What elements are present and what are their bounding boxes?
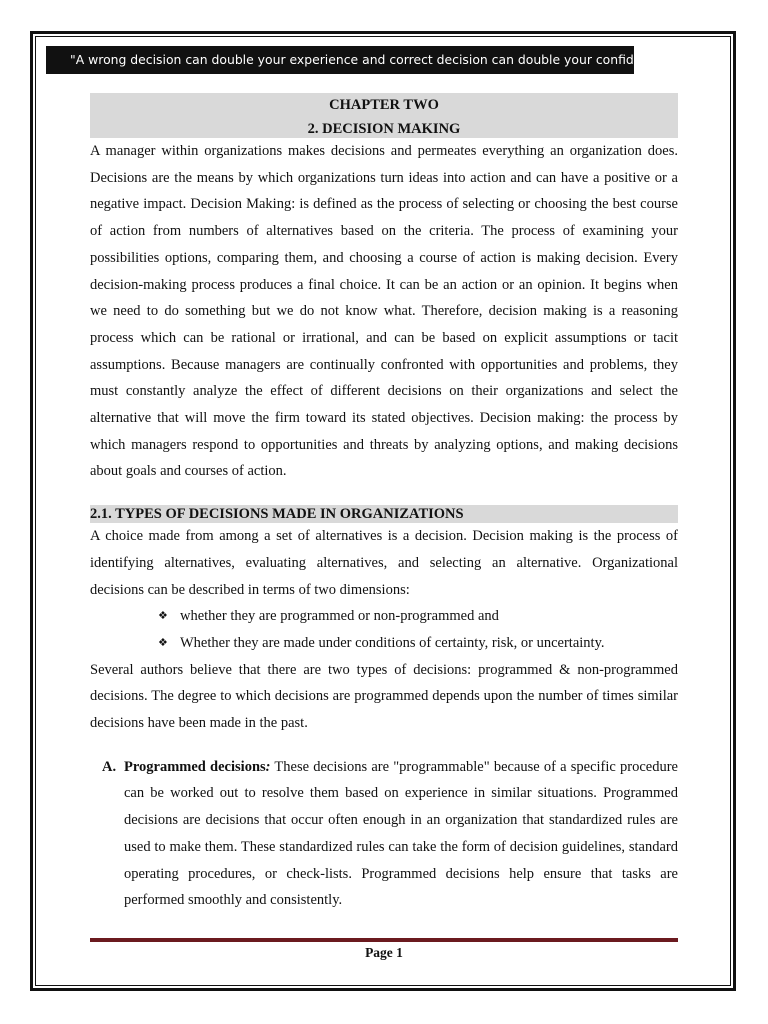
bullet-text: whether they are programmed or non-programmed and xyxy=(180,608,499,625)
programmed-decisions-text xyxy=(124,754,678,914)
dimensions-bullet-list xyxy=(90,603,678,656)
diamond-bullet-icon: ❖ xyxy=(158,636,168,649)
intro-paragraph: A manager within organizations makes decisions and permeates everything an organization does. Decisions are the means by which organizations turn ideas into action and can have a positive or a negative impact. Decision Making: is defined as the process of selecting or choosing the best course of action from numbers of alternatives based on the criteria. The process of examining your possibilities options, comparing them, and choosing a course of action is making decision. Every decision-making process produces a final choice. It can be an action or an opinion. It begins when we need to do something but we do not know what. Therefore, decision making is a reasoning process which can be rational or irrational, and can be based on explicit assumptions or tacit assumptions. Because managers are continually confronted with opportunities and problems, they must constantly analyze the effect of different decisions on their organizations and select the alternative that will move the firm toward its stated objectives. Decision making: the process by which managers respond to opportunities and threats by analyzing options, and making decisions about goals and courses of action. xyxy=(90,143,678,480)
chapter-title: 2. DECISION MAKING xyxy=(307,121,461,137)
item-body: These decisions are "programmable" because of a specific procedure can be worked out to resolve them based on experience in similar situations. Programmed decisions are decisions that occur often enough in an organization that standardized rules are used to make them. These standardized rules can take the form of decision guidelines, standard operating procedures, or check-lists. Programmed decisions help ensure that tasks are performed smoothly and consistently. xyxy=(124,758,678,909)
document-body xyxy=(90,93,678,914)
list-item xyxy=(158,630,678,657)
bullet-text: Whether they are made under conditions of certainty, risk, or uncertainty. xyxy=(180,634,605,651)
list-item xyxy=(158,603,678,630)
item-marker: A. xyxy=(102,758,117,775)
footer-rule xyxy=(90,938,678,942)
chapter-heading-box xyxy=(90,93,678,138)
page-number: Page 1 xyxy=(365,945,403,960)
section-heading-types-of-decisions: 2.1. TYPES OF DECISIONS MADE IN ORGANIZATIONS xyxy=(90,505,678,523)
item-term: Programmed decisions xyxy=(124,758,266,775)
header-quote-banner: "A wrong decision can double your experience and correct decision can double your confidence" xyxy=(46,46,634,74)
chapter-label: CHAPTER TWO xyxy=(329,97,439,113)
programmed-decisions-item xyxy=(90,754,678,914)
item-term-colon: : xyxy=(265,758,271,775)
types-paragraph-2: Several authors believe that there are two types of decisions: programmed & non-programmed decisions. The degree to which decisions are programmed depends upon the number of times similar decisions have been made in the past. xyxy=(90,661,678,732)
diamond-bullet-icon: ❖ xyxy=(158,610,168,623)
types-paragraph: A choice made from among a set of alternatives is a decision. Decision making is the process of identifying alternatives, evaluating alternatives, and selecting an alternative. Organizational decisions can be described in terms of two dimensions: xyxy=(90,528,678,598)
